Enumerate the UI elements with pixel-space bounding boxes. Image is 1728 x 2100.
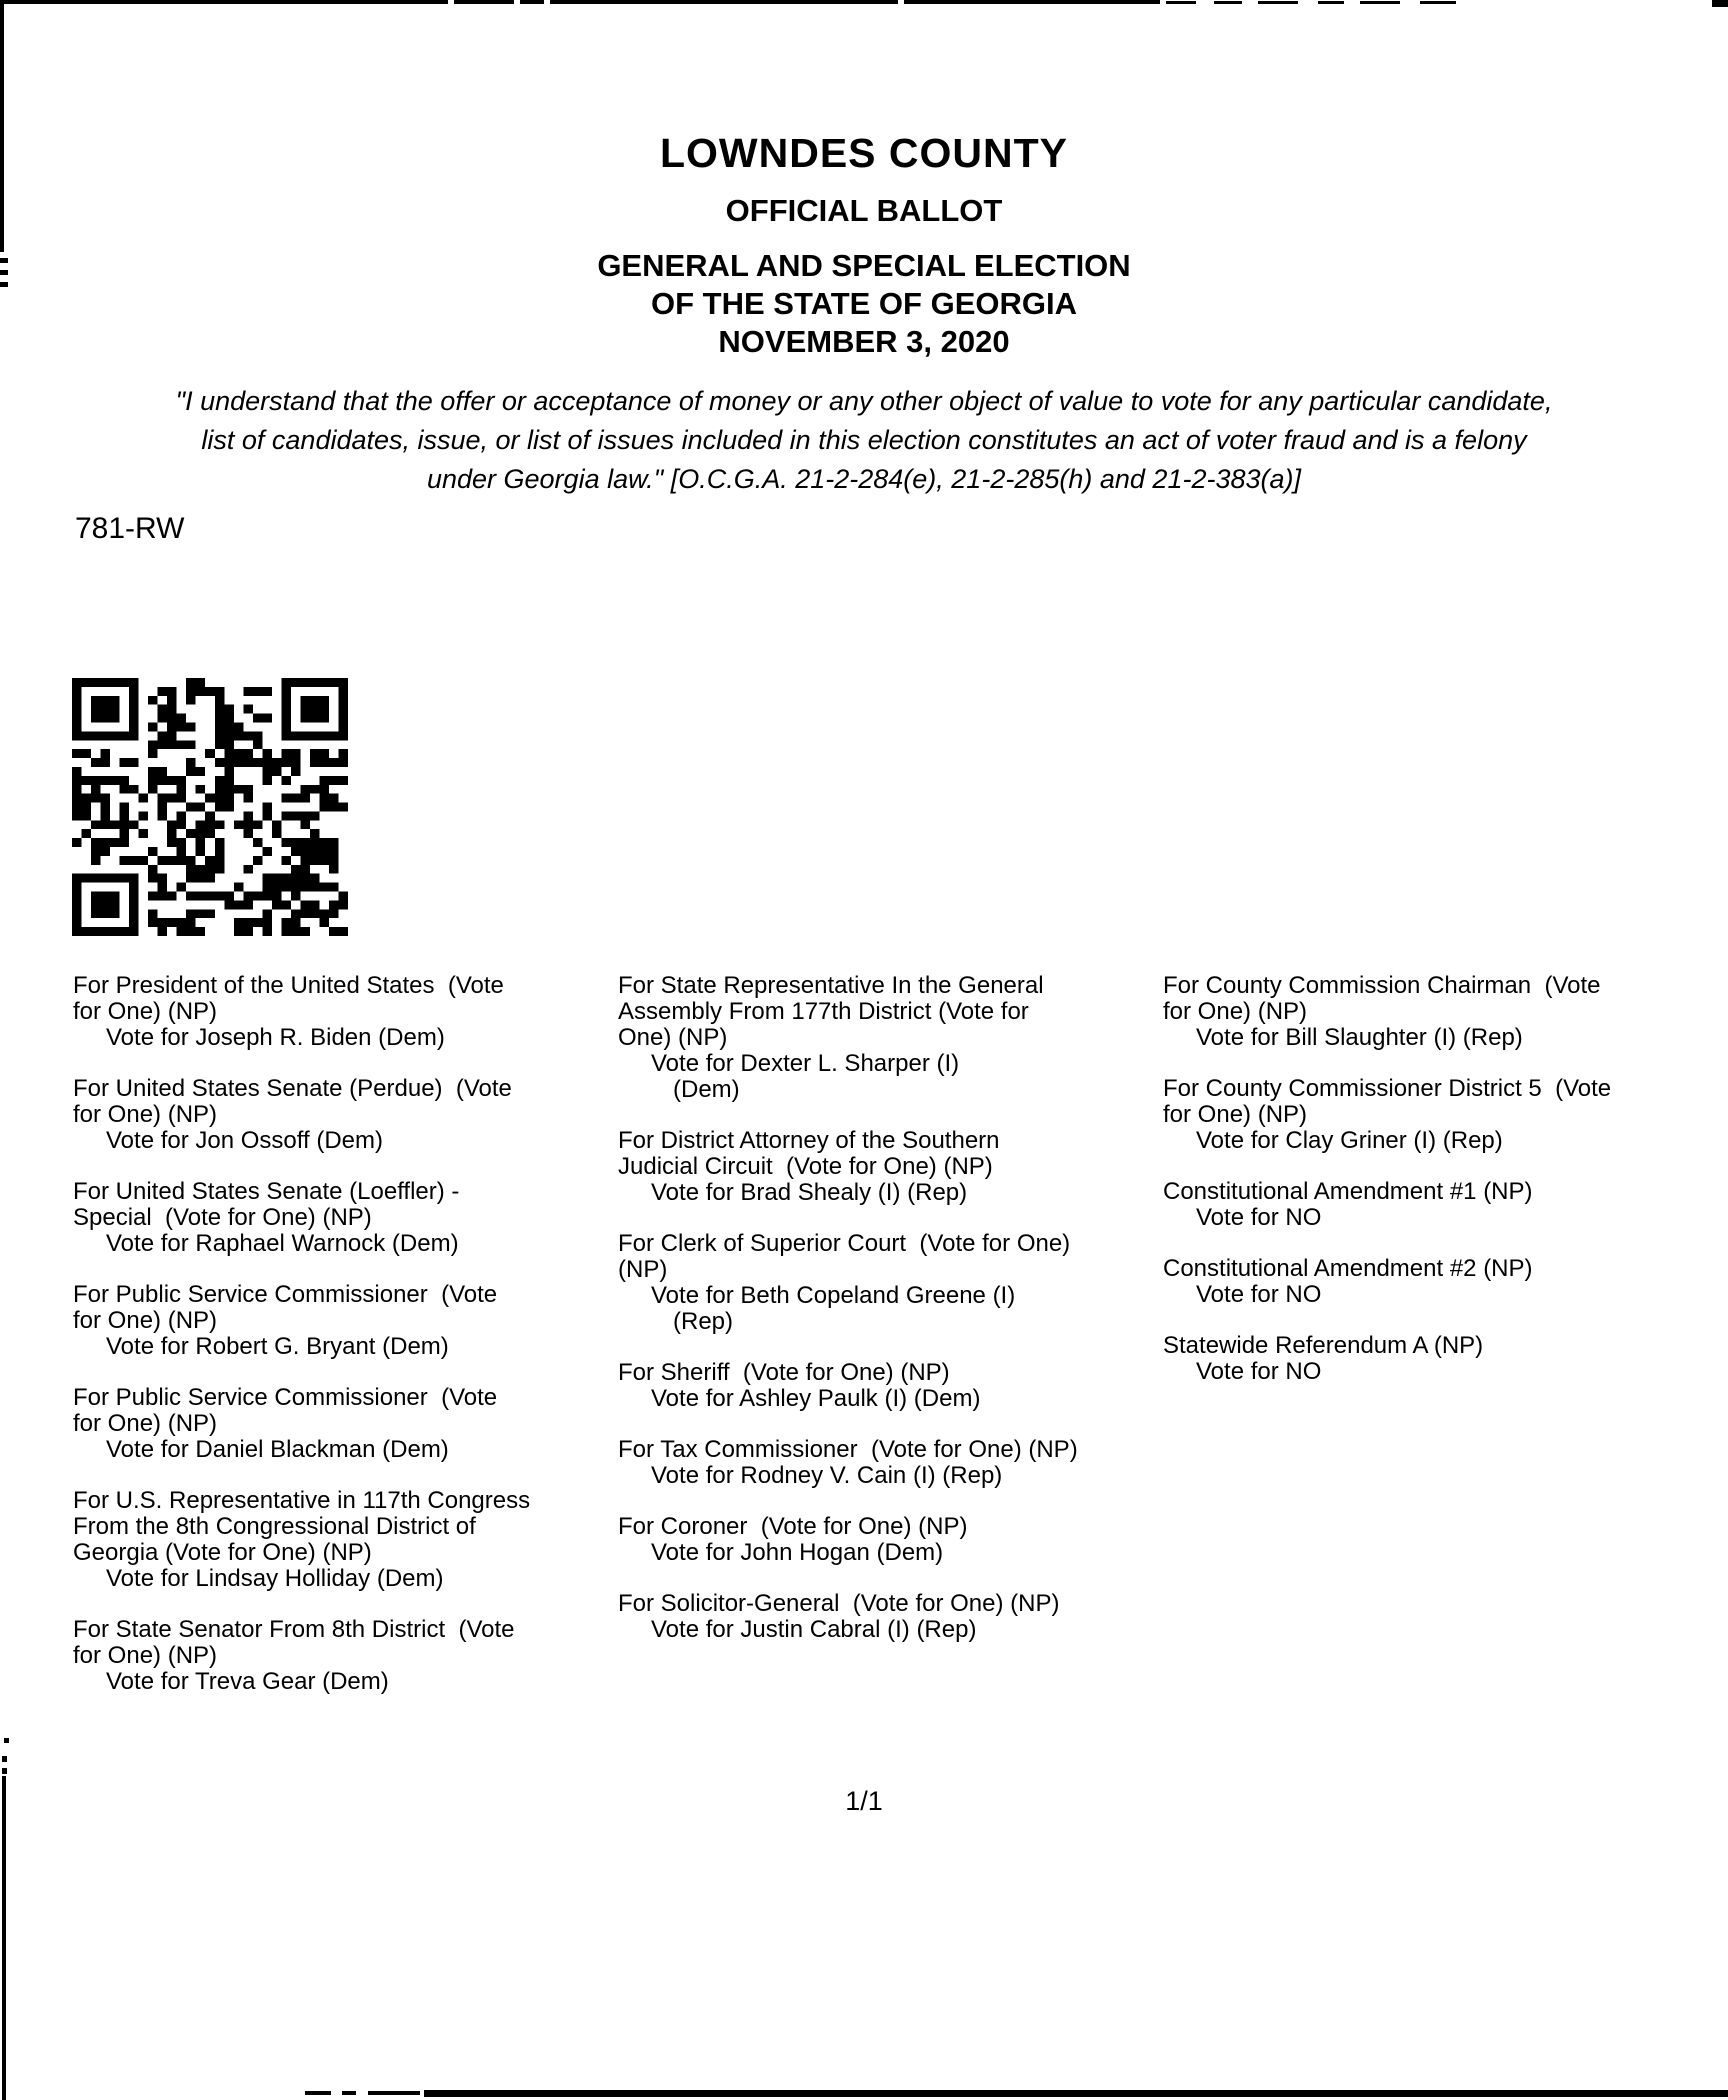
contest-title-line: For President of the United States (Vote bbox=[73, 972, 504, 999]
contest bbox=[73, 1385, 603, 1463]
contest-title-line: One) (NP) bbox=[618, 1024, 728, 1051]
vote-selection-line: Vote for Jon Ossoff (Dem) bbox=[106, 1127, 383, 1154]
contest-title-line: For United States Senate (Loeffler) - bbox=[73, 1178, 460, 1205]
contest-title-line: Special (Vote for One) (NP) bbox=[73, 1204, 372, 1231]
vote-selection-line: Vote for Joseph R. Biden (Dem) bbox=[106, 1024, 445, 1051]
contest bbox=[1163, 973, 1728, 1051]
disclaimer-line: under Georgia law." [O.C.G.A. 21-2-284(e), 21-2-285(h) and 21-2-383(a)] bbox=[426, 464, 1302, 494]
contest-title-line: For Tax Commissioner (Vote for One) (NP) bbox=[618, 1436, 1078, 1463]
contest-title-line: for One) (NP) bbox=[1163, 1101, 1308, 1128]
contest bbox=[618, 973, 1163, 1103]
contest-title-line: For Solicitor-General (Vote for One) (NP) bbox=[618, 1590, 1060, 1617]
contest-title-line: From the 8th Congressional District of bbox=[73, 1513, 476, 1540]
contest bbox=[618, 1514, 1163, 1566]
vote-selection-line: Vote for Rodney V. Cain (I) (Rep) bbox=[651, 1462, 1003, 1489]
scan-artifact bbox=[1318, 1, 1344, 4]
scan-artifact bbox=[424, 2090, 1728, 2097]
contest-title-line: For State Senator From 8th District (Vote bbox=[73, 1616, 515, 1643]
vote-selection-line: Vote for Justin Cabral (I) (Rep) bbox=[651, 1616, 977, 1643]
contest-title-line: for One) (NP) bbox=[73, 1642, 218, 1669]
contest-title-line: for One) (NP) bbox=[73, 1101, 218, 1128]
contest-title-line: for One) (NP) bbox=[1163, 998, 1308, 1025]
contest-title-line: For County Commission Chairman (Vote bbox=[1163, 972, 1601, 999]
contest-title-line: For United States Senate (Perdue) (Vote bbox=[73, 1075, 512, 1102]
scan-artifact bbox=[2, 1776, 6, 2100]
scan-artifact bbox=[1360, 1, 1400, 4]
voter-fraud-disclaimer bbox=[34, 382, 1694, 499]
contest-title-line: For Public Service Commissioner (Vote bbox=[73, 1281, 498, 1308]
scan-artifact bbox=[904, 0, 1160, 4]
vote-selection-line: Vote for Dexter L. Sharper (I) bbox=[651, 1050, 960, 1077]
contest bbox=[73, 1282, 603, 1360]
contest-title-line: for One) (NP) bbox=[73, 1307, 218, 1334]
contest bbox=[1163, 1076, 1728, 1154]
ballot-column bbox=[1163, 973, 1728, 1410]
contest bbox=[618, 1591, 1163, 1643]
contest-title-line: for One) (NP) bbox=[73, 998, 218, 1025]
vote-selection-line: Vote for NO bbox=[1196, 1204, 1322, 1231]
contest-title-line: For District Attorney of the Southern bbox=[618, 1127, 1000, 1154]
contest bbox=[73, 1179, 603, 1257]
contest bbox=[73, 973, 603, 1051]
scan-artifact bbox=[1166, 1, 1196, 4]
scan-artifact bbox=[520, 0, 544, 4]
scan-artifact bbox=[4, 1738, 9, 1743]
vote-selection-line: Vote for Beth Copeland Greene (I) bbox=[651, 1282, 1016, 1309]
contest-title-line: For Public Service Commissioner (Vote bbox=[73, 1384, 498, 1411]
election-date: NOVEMBER 3, 2020 bbox=[718, 324, 1010, 359]
vote-selection-line: (Rep) bbox=[673, 1308, 734, 1335]
contest bbox=[618, 1360, 1163, 1412]
contest-title-line: For Clerk of Superior Court (Vote for One) bbox=[618, 1230, 1071, 1257]
ballot-column bbox=[73, 973, 603, 1720]
contest-title-line: Statewide Referendum A (NP) bbox=[1163, 1332, 1484, 1359]
scan-artifact bbox=[550, 0, 898, 4]
disclaimer-line: "I understand that the offer or acceptance of money or any other object of value to vote for any particular candidate, bbox=[175, 386, 1553, 416]
scan-artifact bbox=[342, 2091, 356, 2095]
ballot-column bbox=[618, 973, 1163, 1668]
election-title bbox=[0, 247, 1728, 361]
scan-artifact bbox=[2, 1756, 7, 1762]
vote-selection-line: Vote for Raphael Warnock (Dem) bbox=[106, 1230, 459, 1257]
page-number: 1/1 bbox=[845, 1786, 883, 1816]
vote-selection-line: Vote for Ashley Paulk (I) (Dem) bbox=[651, 1385, 981, 1412]
scan-artifact bbox=[1712, 0, 1728, 7]
vote-selection-line: Vote for NO bbox=[1196, 1358, 1322, 1385]
ballot-style-id: 781-RW bbox=[75, 512, 185, 545]
contest-title-line: For U.S. Representative in 117th Congress bbox=[73, 1487, 531, 1514]
county-title: LOWNDES COUNTY bbox=[659, 130, 1069, 176]
contest-title-line: Judicial Circuit (Vote for One) (NP) bbox=[618, 1153, 993, 1180]
contest bbox=[1163, 1179, 1728, 1231]
contest-title-line: Constitutional Amendment #1 (NP) bbox=[1163, 1178, 1533, 1205]
vote-selection-line: Vote for John Hogan (Dem) bbox=[651, 1539, 944, 1566]
contest-title-line: For State Representative In the General bbox=[618, 972, 1044, 999]
vote-selection-line: Vote for Bill Slaughter (I) (Rep) bbox=[1196, 1024, 1523, 1051]
contest-title-line: For County Commissioner District 5 (Vote bbox=[1163, 1075, 1612, 1102]
contest bbox=[618, 1231, 1163, 1335]
contest bbox=[73, 1617, 603, 1695]
contest-title-line: Assembly From 177th District (Vote for bbox=[618, 998, 1029, 1025]
ballot-type-title: OFFICIAL BALLOT bbox=[725, 193, 1003, 228]
contest bbox=[618, 1128, 1163, 1206]
scan-artifact bbox=[0, 0, 448, 4]
qr-code bbox=[72, 678, 348, 936]
scan-artifact bbox=[1420, 1, 1456, 4]
contest bbox=[73, 1488, 603, 1592]
contest bbox=[618, 1437, 1163, 1489]
vote-selection-line: Vote for NO bbox=[1196, 1281, 1322, 1308]
vote-selection-line: Vote for Treva Gear (Dem) bbox=[106, 1668, 389, 1695]
contest bbox=[1163, 1256, 1728, 1308]
scan-artifact bbox=[305, 2091, 331, 2095]
qr-code-icon bbox=[72, 678, 348, 936]
vote-selection-line: Vote for Clay Griner (I) (Rep) bbox=[1196, 1127, 1503, 1154]
ballot-header bbox=[0, 130, 1728, 361]
vote-selection-line: Vote for Brad Shealy (I) (Rep) bbox=[651, 1179, 968, 1206]
election-title-line2: OF THE STATE OF GEORGIA bbox=[651, 286, 1077, 321]
contest-title-line: For Sheriff (Vote for One) (NP) bbox=[618, 1359, 950, 1386]
contest bbox=[73, 1076, 603, 1154]
contest-title-line: for One) (NP) bbox=[73, 1410, 218, 1437]
vote-selection-line: (Dem) bbox=[673, 1076, 740, 1103]
scan-artifact bbox=[1214, 1, 1242, 4]
contest bbox=[1163, 1333, 1728, 1385]
scan-artifact bbox=[2, 1768, 7, 1774]
disclaimer-line: list of candidates, issue, or list of issues included in this election constitutes an act of voter fraud and is a felony bbox=[201, 425, 1527, 455]
vote-selection-line: Vote for Daniel Blackman (Dem) bbox=[106, 1436, 449, 1463]
election-title-line1: GENERAL AND SPECIAL ELECTION bbox=[597, 248, 1131, 283]
contest-title-line: Georgia (Vote for One) (NP) bbox=[73, 1539, 372, 1566]
scan-artifact bbox=[368, 2091, 420, 2095]
scan-artifact bbox=[1258, 1, 1298, 4]
contest-title-line: For Coroner (Vote for One) (NP) bbox=[618, 1513, 968, 1540]
contest-title-line: (NP) bbox=[618, 1256, 668, 1283]
scan-artifact bbox=[454, 0, 514, 4]
contest-title-line: Constitutional Amendment #2 (NP) bbox=[1163, 1255, 1533, 1282]
vote-selection-line: Vote for Lindsay Holliday (Dem) bbox=[106, 1565, 444, 1592]
vote-selection-line: Vote for Robert G. Bryant (Dem) bbox=[106, 1333, 449, 1360]
